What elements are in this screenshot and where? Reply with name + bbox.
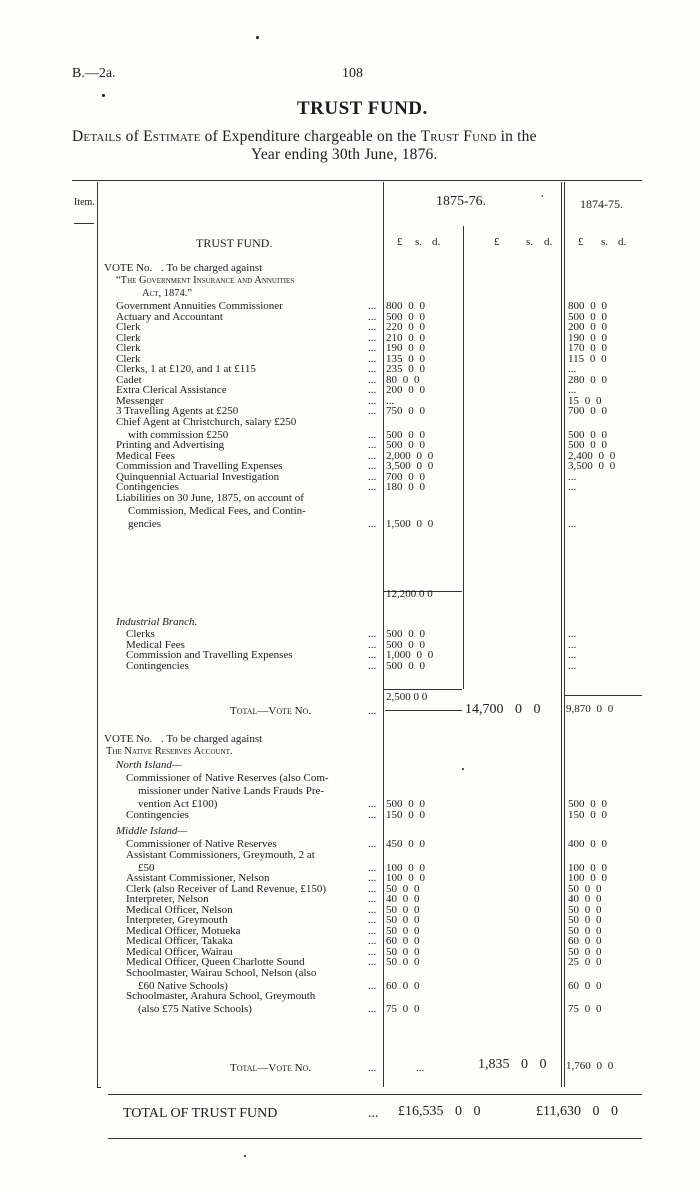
row-label: Commission and Travelling Expenses xyxy=(126,649,293,661)
pounds-symbol: £ xyxy=(494,236,500,248)
amount-prev: 100 0 0 xyxy=(568,872,607,884)
row-label: Clerks xyxy=(126,628,155,640)
pounds-symbol: £ xyxy=(397,236,403,248)
industrial-heading: Industrial Branch. xyxy=(116,616,198,628)
row-label: Clerk xyxy=(116,321,141,333)
amount-current: 500 0 0 xyxy=(386,428,425,441)
amount-prev: ... xyxy=(568,363,577,375)
amount-prev: 500 0 0 xyxy=(568,798,607,810)
total-column-divider xyxy=(561,182,562,1087)
leader-dots: ... xyxy=(368,649,377,661)
row-label: Contingencies xyxy=(126,659,189,672)
amount-current: 750 0 0 xyxy=(386,405,425,417)
row-label: Assistant Commissioner, Nelson xyxy=(126,872,270,884)
amount-current: 100 0 0 xyxy=(386,872,425,884)
leader-dots: ... xyxy=(368,428,377,441)
vote2-label: VOTE No. xyxy=(104,733,153,745)
leader-dots: ... xyxy=(368,373,377,386)
grand-total-prev: £11,630 0 0 xyxy=(536,1104,618,1119)
table-top-rule xyxy=(72,180,642,181)
amount-prev: 50 0 0 xyxy=(568,945,602,958)
amount-prev: 50 0 0 xyxy=(568,903,602,916)
grand-total-current: £16,535 0 0 xyxy=(398,1104,481,1119)
amount-current: 500 0 0 xyxy=(386,638,425,651)
amount-prev: 500 0 0 xyxy=(568,428,607,441)
leader-dots: ... xyxy=(368,331,377,344)
document-code: B.—2a. xyxy=(72,66,116,81)
leader-dots: ... xyxy=(368,300,377,312)
amount-prev: ... xyxy=(568,649,577,661)
year-prev-header: 1874-75. xyxy=(580,197,623,211)
vote1-label: VOTE No. xyxy=(104,262,153,274)
row-label: (also £75 Native Schools) xyxy=(138,1003,252,1015)
vote2-total-current: 1,835 0 0 xyxy=(478,1057,547,1072)
row-label: Clerk xyxy=(116,352,141,365)
amount-current: ... xyxy=(386,394,395,407)
amount-prev: 50 0 0 xyxy=(568,882,602,895)
amount-current: 500 0 0 xyxy=(386,628,425,640)
amount-current: 800 0 0 xyxy=(386,300,425,312)
north-island-heading: North Island— xyxy=(116,759,182,771)
vote1-subhead-line2: Act, 1874.” xyxy=(142,288,193,299)
row-label: Commissioner of Native Reserves (also Com- xyxy=(126,772,329,784)
leader-dots: ... xyxy=(368,882,377,895)
pence-symbol: d. xyxy=(618,236,627,248)
amount-prev: 800 0 0 xyxy=(568,300,607,312)
bottom-dot xyxy=(244,1155,246,1157)
total-column-divider-inner xyxy=(564,182,565,1087)
amount-current: 450 0 0 xyxy=(386,838,425,850)
subtotal-rule-2 xyxy=(383,689,462,690)
row-label: Liabilities on 30 June, 1875, on account of xyxy=(116,491,304,504)
grand-total-leader: ... xyxy=(368,1106,379,1121)
amount-current: 60 0 0 xyxy=(386,935,420,947)
amount-prev: 25 0 0 xyxy=(568,956,602,968)
amount-current: 50 0 0 xyxy=(386,924,420,937)
vote1-total-prev: 9,870 0 0 xyxy=(566,703,614,715)
pounds-symbol: £ xyxy=(578,236,584,248)
amount-prev: 15 0 0 xyxy=(568,394,602,407)
page-title: TRUST FUND. xyxy=(297,98,428,119)
leader-dots: ... xyxy=(368,903,377,916)
leader-dots: ... xyxy=(368,838,377,850)
amount-prev: 500 0 0 xyxy=(568,439,607,451)
leader-dots: ... xyxy=(368,321,377,333)
amount-prev: 40 0 0 xyxy=(568,893,602,905)
leader-dots: ... xyxy=(368,449,377,462)
row-label: Commission, Medical Fees, and Contin- xyxy=(128,504,306,517)
header-mark: · xyxy=(540,190,545,205)
row-label: Chief Agent at Christchurch, salary £250 xyxy=(116,415,297,428)
row-label: Assistant Commissioners, Greymouth, 2 at xyxy=(126,848,315,861)
section-title: TRUST FUND. xyxy=(196,236,273,250)
leader-dots: ... xyxy=(368,1003,377,1015)
grand-total-label: TOTAL OF TRUST FUND xyxy=(123,1106,278,1121)
amount-prev: 170 0 0 xyxy=(568,342,607,354)
shillings-symbol: s. xyxy=(415,236,423,248)
item-column-divider xyxy=(97,182,98,1087)
amount-current: 210 0 0 xyxy=(386,331,425,344)
amount-current: 50 0 0 xyxy=(386,882,420,895)
amount-column-divider xyxy=(383,182,384,1087)
amount-current: 75 0 0 xyxy=(386,1003,420,1015)
amount-current: 1,500 0 0 xyxy=(386,517,434,530)
row-label: Medical Officer, Takaka xyxy=(126,935,233,947)
subtitle-line1 xyxy=(72,128,537,146)
amount-current: 200 0 0 xyxy=(386,384,425,396)
prev-total-rule xyxy=(564,695,642,696)
row-label: Clerk (also Receiver of Land Revenue, £150) xyxy=(126,882,327,895)
item-underline xyxy=(74,223,94,224)
amount-current: 500 0 0 xyxy=(386,310,425,323)
amount-current: 500 0 0 xyxy=(386,659,425,672)
vote2-total-sub: ... xyxy=(416,1062,425,1074)
amount-current: 500 0 0 xyxy=(386,439,425,451)
amount-prev: 400 0 0 xyxy=(568,838,607,850)
leader-dots: ... xyxy=(368,439,377,451)
amount-prev: ... xyxy=(568,628,577,640)
row-label: Quinquennial Actuarial Investigation xyxy=(116,470,280,483)
row-label: Government Annuities Commissioner xyxy=(116,300,283,312)
row-label: Messenger xyxy=(116,394,164,407)
leader-dots: ... xyxy=(368,310,377,323)
row-label: Medical Officer, Motueka xyxy=(126,924,241,937)
amount-current: 100 0 0 xyxy=(386,861,425,874)
amount-current: 2,000 0 0 xyxy=(386,449,434,462)
leader-dots: ... xyxy=(368,481,377,493)
leader-dots: ... xyxy=(368,460,377,472)
vote1-label-cont: . To be charged against xyxy=(161,262,263,274)
bottom-left-tick xyxy=(97,1087,101,1088)
amount-current: 50 0 0 xyxy=(386,956,420,968)
row-label: Clerk xyxy=(116,342,141,354)
amount-current: 190 0 0 xyxy=(386,342,425,354)
leader-dots: ... xyxy=(368,394,377,407)
page-number: 108 xyxy=(342,66,363,81)
leader-dots: ... xyxy=(368,956,377,968)
amount-current: 50 0 0 xyxy=(386,945,420,958)
vote1-heading xyxy=(104,262,262,274)
header-dot xyxy=(102,94,105,97)
vote1-total-leader: ... xyxy=(368,705,377,717)
amount-prev: 150 0 0 xyxy=(568,808,607,821)
amount-prev: ... xyxy=(568,481,577,493)
subtotal-column-divider xyxy=(463,226,464,689)
leader-dots: ... xyxy=(368,659,377,672)
vote1-subtotal2: 2,500 0 0 xyxy=(386,691,428,703)
row-label: Medical Officer, Queen Charlotte Sound xyxy=(126,956,305,968)
leader-dots: ... xyxy=(368,384,377,396)
leader-dots: ... xyxy=(368,935,377,947)
vote2-label-cont: . To be charged against xyxy=(161,733,263,745)
amount-current: 150 0 0 xyxy=(386,808,425,821)
amount-current: 235 0 0 xyxy=(386,363,425,375)
middle-island-heading: Middle Island— xyxy=(116,825,188,837)
row-label: Schoolmaster, Arahura School, Greymouth xyxy=(126,990,316,1002)
vote1-total-current: 14,700 0 0 xyxy=(465,702,541,717)
amount-current: 700 0 0 xyxy=(386,470,425,483)
vote1-subhead-line1: “The Government Insurance and Annuities xyxy=(116,275,295,286)
amount-prev: 200 0 0 xyxy=(568,321,607,333)
vote2-total-label: Total—Vote No. xyxy=(230,1062,312,1074)
vote2-total-prev: 1,760 0 0 xyxy=(566,1060,614,1072)
leader-dots: ... xyxy=(368,979,377,992)
leader-dots: ... xyxy=(368,405,377,417)
leader-dots: ... xyxy=(368,363,377,375)
subtitle-middle: of Expenditure chargeable on the xyxy=(200,128,421,145)
row-label: Cadet xyxy=(116,373,142,386)
row-label: Commission and Travelling Expenses xyxy=(116,460,283,472)
vote2-heading xyxy=(104,733,262,745)
amount-current: 40 0 0 xyxy=(386,893,420,905)
row-label: 3 Travelling Agents at £250 xyxy=(116,405,239,417)
row-label: gencies xyxy=(128,517,161,530)
amount-prev: ... xyxy=(568,384,577,396)
amount-current: 500 0 0 xyxy=(386,798,425,810)
row-label: Schoolmaster, Wairau School, Nelson (also xyxy=(126,966,317,979)
amount-prev: 2,400 0 0 xyxy=(568,449,616,462)
leader-dots: ... xyxy=(368,872,377,884)
amount-current: 1,000 0 0 xyxy=(386,649,434,661)
vote1-total-label: Total—Vote No. xyxy=(230,705,312,717)
pence-symbol: d. xyxy=(544,236,553,248)
amount-current: 3,500 0 0 xyxy=(386,460,434,472)
row-label: Contingencies xyxy=(116,481,179,493)
row-label: Extra Clerical Assistance xyxy=(116,384,227,396)
amount-prev: 280 0 0 xyxy=(568,373,607,386)
amount-prev: 75 0 0 xyxy=(568,1003,602,1015)
row-label: Commissioner of Native Reserves xyxy=(126,838,277,850)
row-label: £60 Native Schools) xyxy=(138,979,228,992)
amount-prev: 115 0 0 xyxy=(568,352,607,365)
leader-dots: ... xyxy=(368,470,377,483)
subtitle-end: in the xyxy=(496,128,537,145)
leader-dots: ... xyxy=(368,924,377,937)
margin-mark xyxy=(462,768,464,770)
amount-current: 180 0 0 xyxy=(386,481,425,493)
grand-total-bottom-rule xyxy=(108,1138,642,1139)
amount-prev: 700 0 0 xyxy=(568,405,607,417)
row-label: £50 xyxy=(138,861,155,874)
row-label: Clerks, 1 at £120, and 1 at £115 xyxy=(116,363,256,375)
shillings-symbol: s. xyxy=(601,236,609,248)
leader-dots: ... xyxy=(368,945,377,958)
leader-dots: ... xyxy=(368,914,377,926)
subtitle-details: Details xyxy=(72,128,122,145)
subtitle-trust-fund: Trust Fund xyxy=(420,128,497,145)
leader-dots: ... xyxy=(368,342,377,354)
subtitle-line2: Year ending 30th June, 1876. xyxy=(251,146,438,163)
amount-current: 50 0 0 xyxy=(386,903,420,916)
amount-prev: 3,500 0 0 xyxy=(568,460,616,472)
row-label: Medical Fees xyxy=(116,449,175,462)
amount-prev: 60 0 0 xyxy=(568,979,602,992)
vote1-total-rule xyxy=(385,710,462,711)
subtitle-estimate: Estimate xyxy=(143,128,201,145)
row-label: Medical Officer, Nelson xyxy=(126,903,233,916)
amount-prev: ... xyxy=(568,638,577,651)
amount-current: 60 0 0 xyxy=(386,979,420,992)
year-current-header: 1875-76. xyxy=(436,194,487,209)
row-label: Medical Officer, Wairau xyxy=(126,945,233,958)
grand-total-top-rule xyxy=(108,1094,642,1095)
row-label: vention Act £100) xyxy=(138,798,218,810)
amount-prev: 50 0 0 xyxy=(568,914,602,926)
vote2-total-leader: ... xyxy=(368,1062,377,1074)
row-label: Printing and Advertising xyxy=(116,439,225,451)
amount-prev: ... xyxy=(568,659,577,672)
vote1-subtotal1: 12,200 0 0 xyxy=(386,588,433,600)
leader-dots: ... xyxy=(368,861,377,874)
leader-dots: ... xyxy=(368,628,377,640)
row-label: with commission £250 xyxy=(128,428,229,441)
amount-prev: ... xyxy=(568,517,577,530)
leader-dots: ... xyxy=(368,808,377,821)
row-label: Clerk xyxy=(116,331,141,344)
amount-current: 220 0 0 xyxy=(386,321,425,333)
shillings-symbol: s. xyxy=(526,236,534,248)
item-column-header: Item. xyxy=(74,197,95,208)
amount-current: 135 0 0 xyxy=(386,352,425,365)
row-label: missioner under Native Lands Frauds Pre- xyxy=(138,785,325,797)
pence-symbol: d. xyxy=(432,236,441,248)
leader-dots: ... xyxy=(368,798,377,810)
subtitle-of: of xyxy=(121,128,144,145)
leader-dots: ... xyxy=(368,893,377,905)
amount-prev: 60 0 0 xyxy=(568,935,602,947)
row-label: Contingencies xyxy=(126,808,189,821)
amount-prev: ... xyxy=(568,470,577,483)
amount-prev: 100 0 0 xyxy=(568,861,607,874)
row-label: Medical Fees xyxy=(126,638,185,651)
leader-dots: ... xyxy=(368,638,377,651)
amount-current: 80 0 0 xyxy=(386,373,420,386)
amount-prev: 190 0 0 xyxy=(568,331,607,344)
amount-current: 50 0 0 xyxy=(386,914,420,926)
row-label: Interpreter, Greymouth xyxy=(126,914,228,926)
amount-prev: 500 0 0 xyxy=(568,310,607,323)
row-label: Actuary and Accountant xyxy=(116,310,223,323)
top-dot xyxy=(256,36,259,39)
row-label: Interpreter, Nelson xyxy=(126,893,209,905)
leader-dots: ... xyxy=(368,352,377,365)
amount-prev: 50 0 0 xyxy=(568,924,602,937)
leader-dots: ... xyxy=(368,517,377,530)
vote2-subhead: The Native Reserves Account. xyxy=(106,746,233,757)
